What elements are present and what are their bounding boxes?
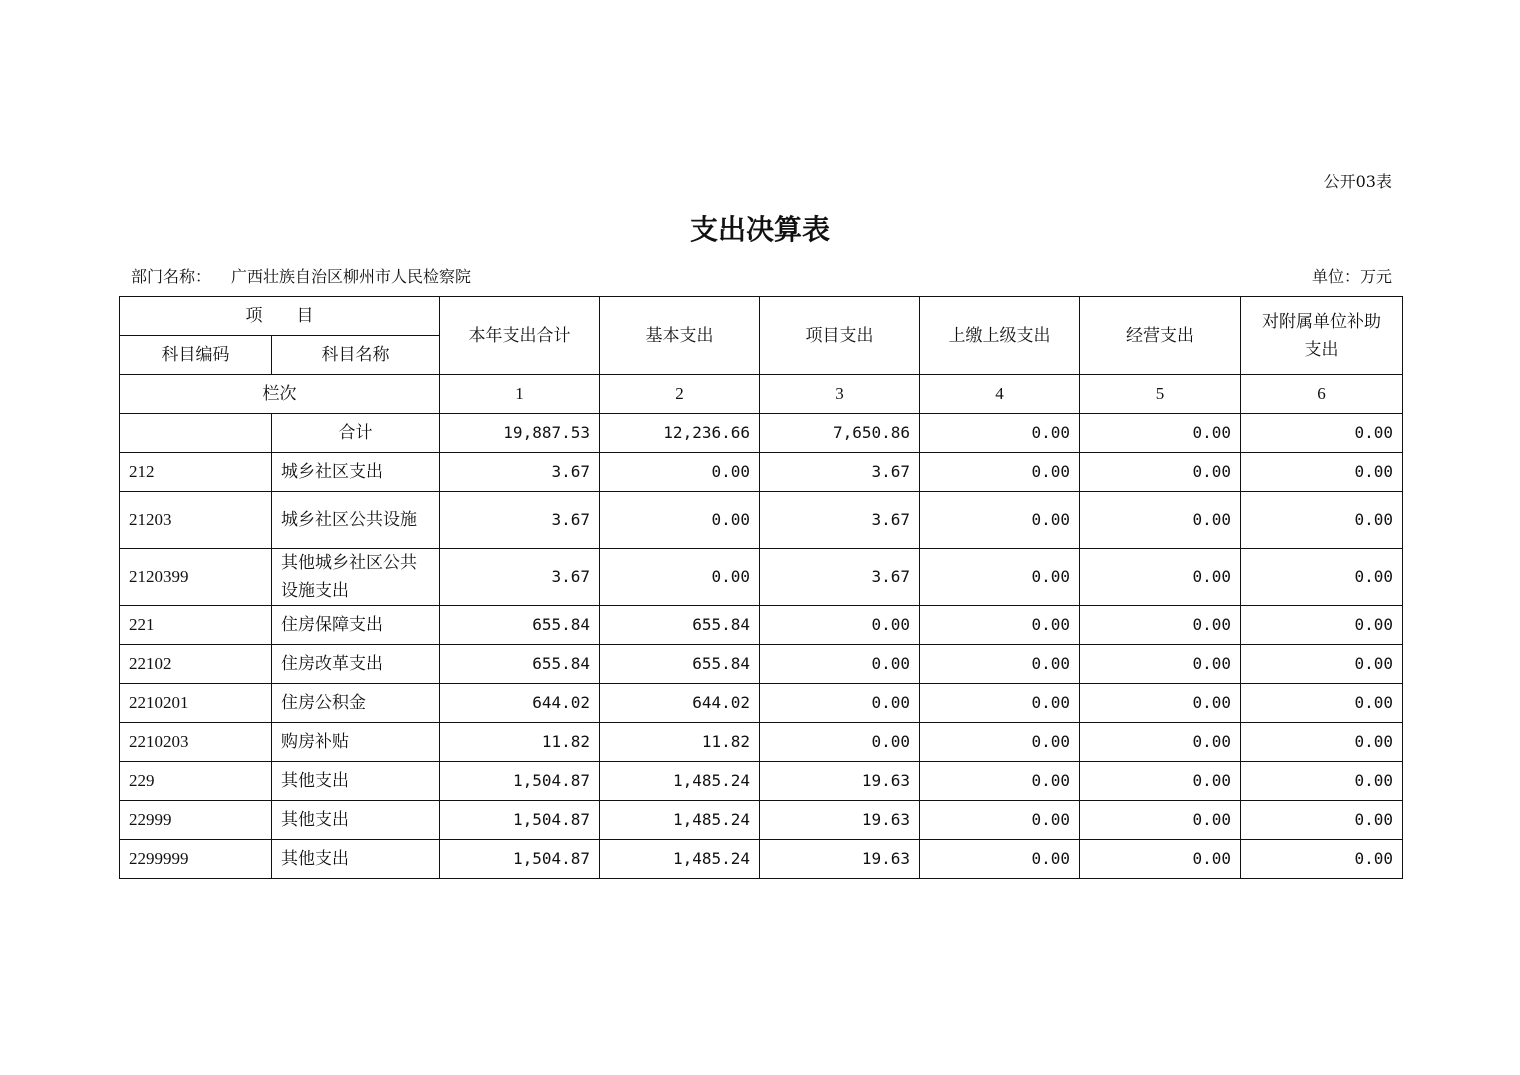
value-cell: 19.63 bbox=[760, 840, 920, 879]
value-cell: 3.67 bbox=[440, 549, 600, 606]
table-row bbox=[120, 684, 1403, 723]
total-value: 0.00 bbox=[1080, 414, 1241, 453]
value-cell: 0.00 bbox=[1241, 840, 1403, 879]
table-row bbox=[120, 492, 1403, 549]
value-cell: 3.67 bbox=[760, 453, 920, 492]
value-cell: 0.00 bbox=[1080, 723, 1241, 762]
subject-name: 购房补贴 bbox=[272, 723, 440, 762]
column-number: 4 bbox=[920, 375, 1080, 414]
value-cell: 0.00 bbox=[920, 453, 1080, 492]
total-code-cell bbox=[120, 414, 272, 453]
subject-code: 212 bbox=[120, 453, 272, 492]
value-cell: 0.00 bbox=[1080, 762, 1241, 801]
total-row bbox=[120, 414, 1403, 453]
value-cell: 0.00 bbox=[1080, 549, 1241, 606]
value-cell: 0.00 bbox=[1241, 684, 1403, 723]
subject-name: 住房保障支出 bbox=[272, 606, 440, 645]
subject-code: 2210203 bbox=[120, 723, 272, 762]
total-value: 0.00 bbox=[1241, 414, 1403, 453]
value-cell: 655.84 bbox=[600, 645, 760, 684]
value-cell: 0.00 bbox=[920, 606, 1080, 645]
column-number: 5 bbox=[1080, 375, 1241, 414]
subject-code: 21203 bbox=[120, 492, 272, 549]
header-col-operation: 经营支出 bbox=[1080, 297, 1241, 375]
subject-name: 住房公积金 bbox=[272, 684, 440, 723]
column-number: 3 bbox=[760, 375, 920, 414]
header-code: 科目编码 bbox=[120, 336, 272, 375]
value-cell: 0.00 bbox=[1080, 453, 1241, 492]
subject-name: 其他支出 bbox=[272, 762, 440, 801]
value-cell: 0.00 bbox=[1241, 801, 1403, 840]
value-cell: 655.84 bbox=[440, 645, 600, 684]
value-cell: 0.00 bbox=[920, 645, 1080, 684]
value-cell: 0.00 bbox=[760, 723, 920, 762]
header-item: 项 目 bbox=[120, 297, 440, 336]
value-cell: 1,485.24 bbox=[600, 762, 760, 801]
value-cell: 1,504.87 bbox=[440, 840, 600, 879]
subject-code: 22999 bbox=[120, 801, 272, 840]
value-cell: 0.00 bbox=[1080, 801, 1241, 840]
header-col-basic: 基本支出 bbox=[600, 297, 760, 375]
table-row bbox=[120, 801, 1403, 840]
value-cell: 0.00 bbox=[1241, 492, 1403, 549]
page-title: 支出决算表 bbox=[689, 213, 830, 246]
value-cell: 1,485.24 bbox=[600, 840, 760, 879]
header-col-subsidy: 对附属单位补助支出 bbox=[1241, 297, 1403, 375]
value-cell: 3.67 bbox=[760, 492, 920, 549]
subject-name: 住房改革支出 bbox=[272, 645, 440, 684]
row-label: 栏次 bbox=[120, 375, 440, 414]
value-cell: 1,485.24 bbox=[600, 801, 760, 840]
value-cell: 0.00 bbox=[1080, 645, 1241, 684]
value-cell: 0.00 bbox=[1241, 606, 1403, 645]
table-row bbox=[120, 606, 1403, 645]
value-cell: 655.84 bbox=[600, 606, 760, 645]
value-cell: 0.00 bbox=[1080, 684, 1241, 723]
value-cell: 0.00 bbox=[920, 492, 1080, 549]
table-row bbox=[120, 453, 1403, 492]
value-cell: 0.00 bbox=[920, 840, 1080, 879]
table-row bbox=[120, 840, 1403, 879]
value-cell: 0.00 bbox=[1080, 840, 1241, 879]
value-cell: 0.00 bbox=[760, 606, 920, 645]
column-number-row bbox=[120, 375, 1403, 414]
value-cell: 0.00 bbox=[1080, 492, 1241, 549]
value-cell: 3.67 bbox=[440, 453, 600, 492]
column-number: 2 bbox=[600, 375, 760, 414]
total-value: 12,236.66 bbox=[600, 414, 760, 453]
value-cell: 0.00 bbox=[1080, 606, 1241, 645]
subject-name: 其他城乡社区公共设施支出 bbox=[272, 549, 440, 606]
header-name: 科目名称 bbox=[272, 336, 440, 375]
subject-name: 其他支出 bbox=[272, 801, 440, 840]
value-cell: 3.67 bbox=[440, 492, 600, 549]
value-cell: 0.00 bbox=[1241, 453, 1403, 492]
value-cell: 0.00 bbox=[920, 801, 1080, 840]
total-value: 19,887.53 bbox=[440, 414, 600, 453]
expenditure-table bbox=[119, 296, 1403, 879]
value-cell: 19.63 bbox=[760, 801, 920, 840]
value-cell: 3.67 bbox=[760, 549, 920, 606]
table-row bbox=[120, 762, 1403, 801]
value-cell: 0.00 bbox=[920, 684, 1080, 723]
value-cell: 11.82 bbox=[440, 723, 600, 762]
value-cell: 0.00 bbox=[920, 549, 1080, 606]
value-cell: 1,504.87 bbox=[440, 801, 600, 840]
value-cell: 0.00 bbox=[600, 549, 760, 606]
value-cell: 0.00 bbox=[920, 723, 1080, 762]
column-number: 6 bbox=[1241, 375, 1403, 414]
unit-label: 单位：万元 bbox=[1311, 267, 1392, 286]
table-row bbox=[120, 645, 1403, 684]
value-cell: 0.00 bbox=[600, 453, 760, 492]
department-line bbox=[131, 265, 471, 289]
total-value: 0.00 bbox=[920, 414, 1080, 453]
total-value: 7,650.86 bbox=[760, 414, 920, 453]
value-cell: 11.82 bbox=[600, 723, 760, 762]
table-row bbox=[120, 549, 1403, 606]
value-cell: 0.00 bbox=[760, 684, 920, 723]
department-label: 部门名称： bbox=[131, 267, 212, 286]
header-col-remit: 上缴上级支出 bbox=[920, 297, 1080, 375]
total-label: 合计 bbox=[272, 414, 440, 453]
header-col-project: 项目支出 bbox=[760, 297, 920, 375]
subject-code: 229 bbox=[120, 762, 272, 801]
value-cell: 0.00 bbox=[760, 645, 920, 684]
value-cell: 1,504.87 bbox=[440, 762, 600, 801]
subject-code: 2299999 bbox=[120, 840, 272, 879]
header-col-total: 本年支出合计 bbox=[440, 297, 600, 375]
subject-name: 其他支出 bbox=[272, 840, 440, 879]
subject-name: 城乡社区公共设施 bbox=[272, 492, 440, 549]
form-number: 公开03表 bbox=[1323, 172, 1392, 191]
value-cell: 0.00 bbox=[1241, 645, 1403, 684]
subject-code: 22102 bbox=[120, 645, 272, 684]
department-name: 广西壮族自治区柳州市人民检察院 bbox=[231, 267, 472, 286]
subject-code: 2120399 bbox=[120, 549, 272, 606]
table-row bbox=[120, 723, 1403, 762]
value-cell: 0.00 bbox=[1241, 723, 1403, 762]
value-cell: 19.63 bbox=[760, 762, 920, 801]
subject-code: 221 bbox=[120, 606, 272, 645]
value-cell: 0.00 bbox=[1241, 762, 1403, 801]
value-cell: 644.02 bbox=[600, 684, 760, 723]
value-cell: 0.00 bbox=[920, 762, 1080, 801]
header-row bbox=[120, 297, 1403, 336]
column-number: 1 bbox=[440, 375, 600, 414]
value-cell: 0.00 bbox=[600, 492, 760, 549]
subject-code: 2210201 bbox=[120, 684, 272, 723]
value-cell: 0.00 bbox=[1241, 549, 1403, 606]
value-cell: 644.02 bbox=[440, 684, 600, 723]
value-cell: 655.84 bbox=[440, 606, 600, 645]
subject-name: 城乡社区支出 bbox=[272, 453, 440, 492]
